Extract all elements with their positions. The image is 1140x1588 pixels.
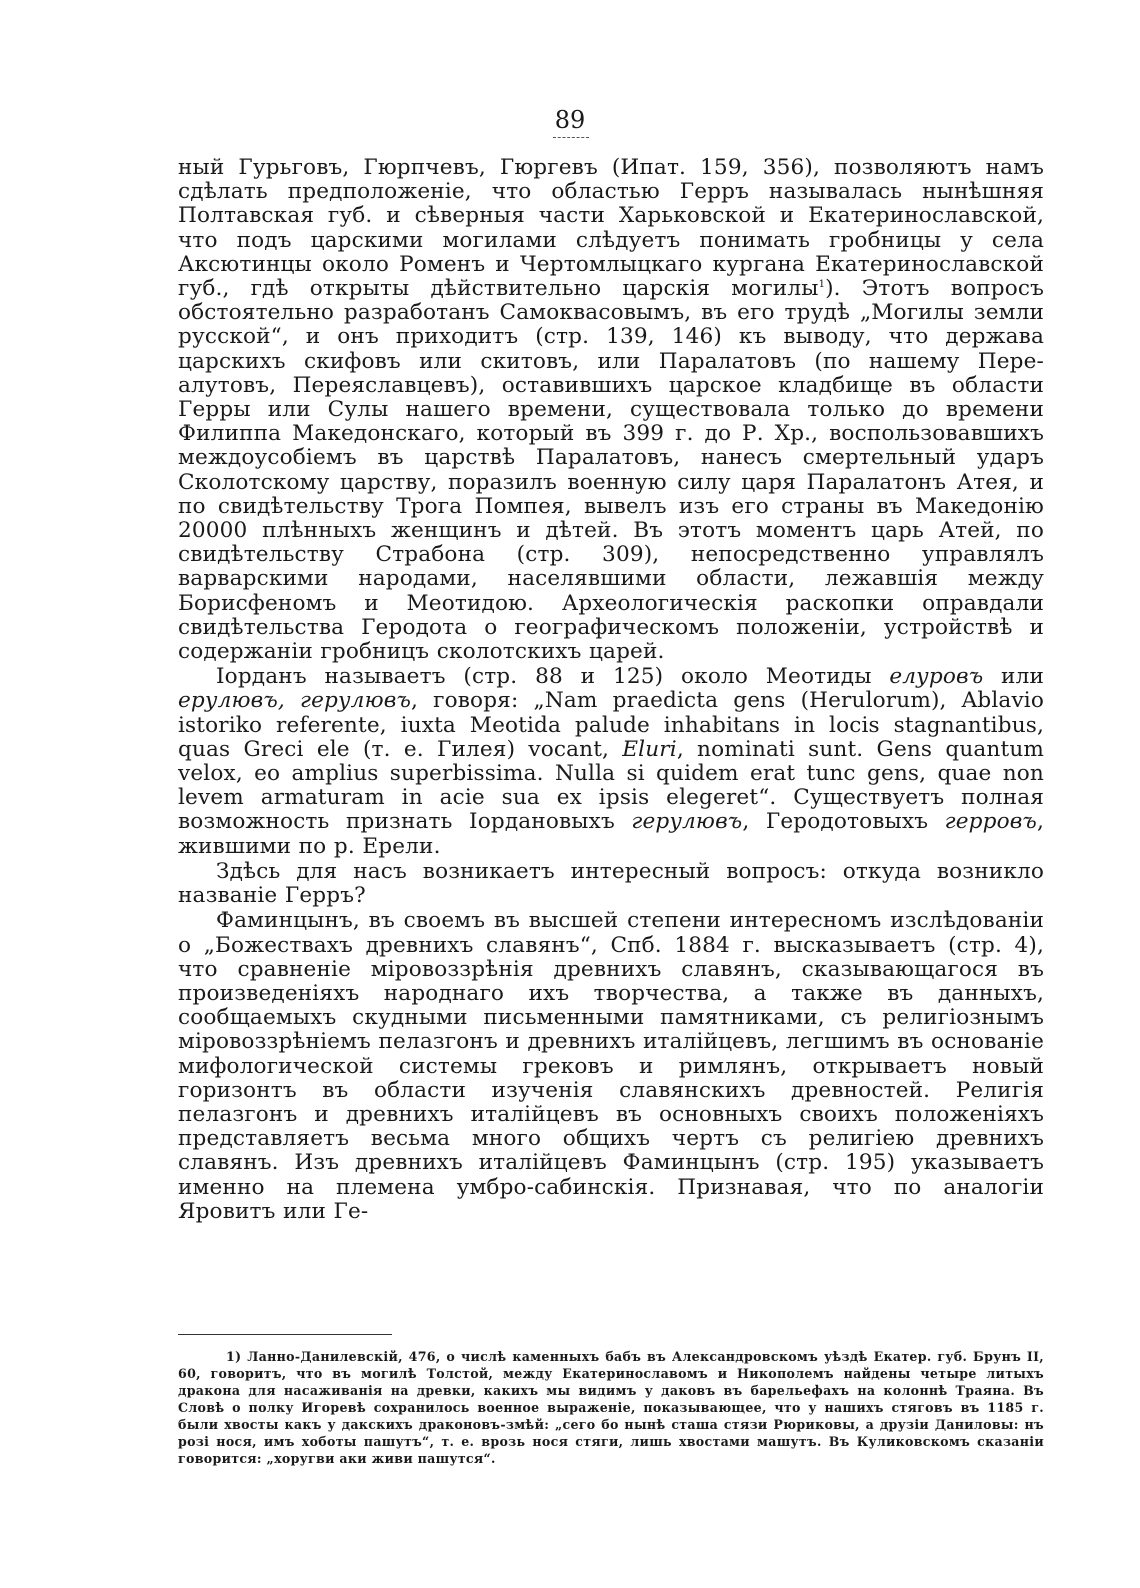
paragraph-3: Здѣсь для насъ возникаетъ интересный вопросъ: откуда возникло названiе Герръ? xyxy=(178,858,1044,909)
paragraph-2-text-b: или xyxy=(983,664,1044,690)
paragraph-2-text-d: , nominati sunt. Gens quantum velox, eo amplius superbissima. Nulla si quidem erat tunc gens, quae non levem armaturam in acie sua ex ipsis elegeret“. Существуетъ полная возможность признать Iордановыхъ xyxy=(178,736,1044,835)
italic-term-herulov: ерулювъ, герулювъ xyxy=(178,688,411,714)
paragraph-2 xyxy=(178,665,1044,859)
footnote xyxy=(178,1348,1044,1467)
italic-term-gerulov: герулювъ xyxy=(631,809,743,835)
footnote-reference: 1 xyxy=(818,278,826,290)
page-number: 89 xyxy=(554,106,586,134)
paragraph-2-text-a: Iорданъ называетъ (стр. 88 и 125) около Меотиды xyxy=(216,664,890,690)
main-text xyxy=(178,156,1044,1224)
paragraph-1 xyxy=(178,156,1044,664)
paragraph-4: Фаминцынъ, въ своемъ въ высшей степени интересномъ изслѣдованiи о „Божествахъ древнихъ славянъ“, Спб. 1884 г. высказываетъ (стр. 4), что сравненiе мiровоззрѣнiя древнихъ славянъ, сказывающагося въ произведенiяхъ народнаго ихъ творчества, а также въ данныхъ, сообщаемыхъ скудными письменными памятниками, съ религiознымъ мiровоззрѣнiемъ пелазгонъ и древнихъ италiйцевъ, легшимъ въ основанiе мифологической системы грековъ и римлянъ, открываетъ новый горизонтъ въ области изученiя славянскихъ древностей. Религiя пелазгонъ и древнихъ италiйцевъ въ основныхъ своихъ положенiяхъ представляетъ весьма много общихъ чертъ съ религiею древнихъ славянъ. Изъ древнихъ италiйцевъ Фаминцынъ (стр. 195) указываетъ именно на племена умбро-сабинскiя. Признавая, что по аналогiи Яровитъ или Ге- xyxy=(178,908,1044,1224)
footnote-mark: 1) xyxy=(226,1349,242,1364)
paragraph-1-text-a: ный Гурьговъ, Гюрпчевъ, Гюргевъ (Ипат. 159, 356), позволяютъ намъ сдѣлать предположенiе, что областью Герръ называлась нынѣшняя Полтавская губ. и сѣверныя части Харьковской и Екатеринославской, что подъ царскими могилами слѣдуетъ понимать гробницы у села Аксютинцы около Роменъ и Чертомлыцкаго кургана Екатеринославской губ., гдѣ открыты дѣйствительно царскiя могилы xyxy=(178,155,1044,302)
paragraph-2-text-e: , Геродотовыхъ xyxy=(742,809,945,835)
italic-term-elurov: елуровъ xyxy=(889,664,984,690)
footnote-text: Ланно-Данилевскiй, 476, о числѣ каменныхъ бабъ въ Александровскомъ уѣздѣ Екатер. губ. Брунъ II, 60, говоритъ, что въ могилѣ Толстой, между Екатеринославомъ и Никополемъ найдены четыре литыхъ дракона для насаживанiя на древки, какихъ мы видимъ у даковъ въ барельефахъ на колоннѣ Траяна. Въ Словѣ о полку Игоревѣ сохранилось военное выраженiе, показывающее, что у нашихъ стяговъ въ 1185 г. были хвосты какъ у дакскихъ драконовъ-змѣй: „сего бо нынѣ сташа стязи Рюриковы, а друзiи Даниловы: нъ розi нося, имъ хоботы пашутъ“, т. е. врозь нося стяги, лишь хвостами машутъ. Въ Куликовскомъ сказанiи говорится: „хоругви аки живи пашутся“. xyxy=(178,1349,1044,1466)
italic-term-gerrov: герровъ xyxy=(944,809,1037,835)
page-number-underline xyxy=(553,137,589,138)
italic-term-eluri: Eluri xyxy=(622,736,677,762)
footnote-separator xyxy=(178,1334,392,1335)
paragraph-2-text-f: , жившими по р. Ерели. xyxy=(178,809,1044,859)
paragraph-1-text-b: ). Этотъ вопросъ обстоятельно разработанъ Самоквасовымъ, въ его трудѣ „Могилы земли русской“, и онъ приходитъ (стр. 139, 146) къ выводу, что держава царскихъ скифовъ или скитовъ, или Паралатовъ (по нашему Пере-алутовъ, Переяславцевъ), оставившихъ царское кладбище въ области Герры или Сулы нашего времени, существовала только до времени Филиппа Македонскаго, который въ 399 г. до Р. Хр., воспользовавшихъ междоусобiемъ въ царствѣ Паралатовъ, нанесъ смертельный ударъ Сколотскому царству, поразилъ военную силу царя Паралатонъ Атея, и по свидѣтельству Трога Помпея, вывелъ изъ его страны въ Македонiю 20000 плѣнныхъ женщинъ и дѣтей. Въ этотъ моментъ царь Атей, по свидѣтельству Страбона (стр. 309), непосредственно управлялъ варварскими народами, населявшими области, лежавшiя между Борисфеномъ и Меотидою. Археологическiя раскопки оправдали свидѣтельства Геродота о географическомъ положенiи, устройствѣ и содержанiи гробницъ сколотскихъ царей. xyxy=(178,276,1045,665)
paragraph-2-text-c: , говоря: „Nam praedicta gens (Herulorum), Ablavio istoriko referente, iuxta Meotida palude inhabitans in locis stagnantibus, quas Greci ele (т. е. Гилея) vocant, xyxy=(178,688,1045,762)
